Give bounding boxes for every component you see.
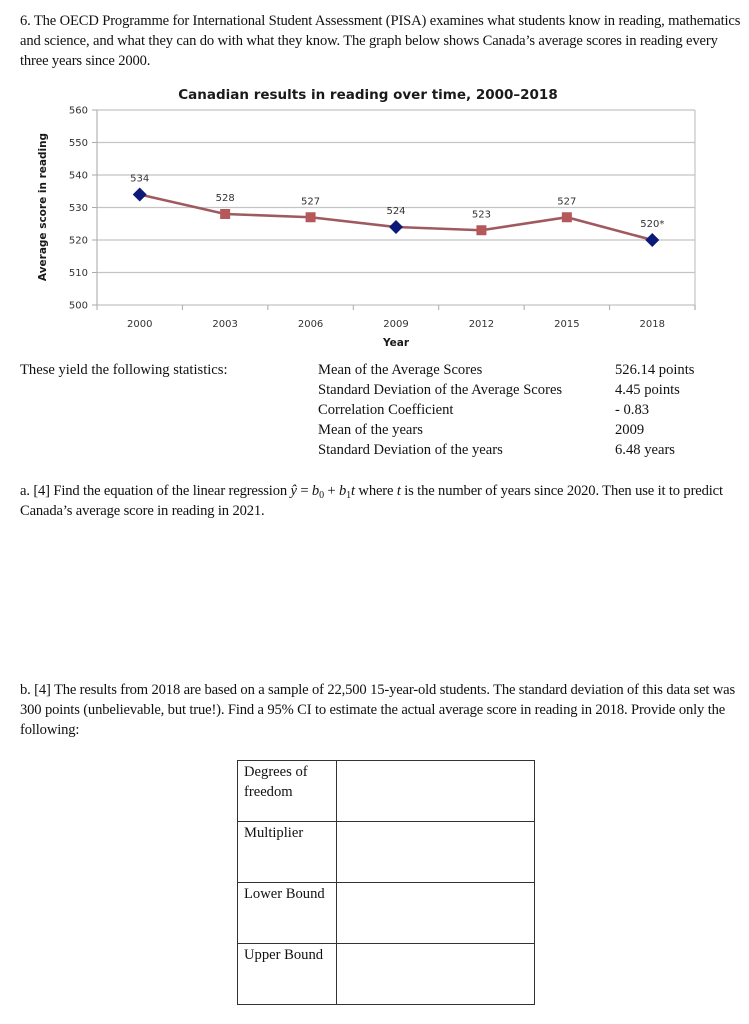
stat-label: Standard Deviation of the Average Scores [318, 382, 563, 398]
answer-row-degrees-of-freedom [238, 761, 535, 822]
x-tick-label: 2015 [554, 319, 580, 330]
answer-row-multiplier [238, 822, 535, 883]
data-label: 524 [386, 206, 406, 217]
y-tick-label: 510 [68, 268, 88, 279]
y-tick-label: 530 [68, 203, 88, 214]
statistics-lead: These yield the following statistics: [20, 362, 228, 378]
data-label: 520* [640, 219, 665, 230]
eq-t: t [351, 483, 355, 499]
x-tick-label: 2018 [639, 319, 666, 330]
square-marker [562, 212, 572, 222]
stat-value: 2009 [615, 422, 645, 438]
x-tick-label: 2000 [126, 319, 153, 330]
answer-label: Degrees of freedom [238, 761, 337, 822]
eq-sub0: 0 [319, 490, 324, 501]
answer-cell-lower-bound[interactable] [337, 883, 535, 944]
chart-x-axis-label: Year [382, 337, 410, 349]
stat-row-mean-scores [318, 360, 735, 380]
answer-label: Multiplier [238, 822, 337, 883]
answer-row-lower-bound [238, 883, 535, 944]
stat-value: 6.48 years [615, 442, 675, 458]
diamond-marker [389, 220, 403, 234]
x-tick-label: 2009 [383, 319, 409, 330]
stat-value: - 0.83 [615, 402, 650, 418]
square-marker [476, 225, 486, 235]
answer-cell-multiplier[interactable] [337, 822, 535, 883]
data-label: 534 [130, 173, 150, 185]
square-marker [220, 209, 230, 219]
x-tick-label: 2003 [212, 319, 238, 330]
answer-label: Lower Bound [238, 883, 337, 944]
stat-row-sd-scores [318, 380, 735, 400]
chart-series [130, 174, 664, 248]
eq-b0: b [311, 483, 320, 499]
diamond-marker [645, 233, 659, 247]
question-intro: 6. The OECD Programme for International Student Assessment (PISA) examines what students know in reading, mathematics and science, and what they can do with what they know. The graph below shows Canada’s average scores in reading every three years since 2000. [20, 13, 741, 69]
answer-table [237, 760, 535, 1005]
data-label: 523 [471, 209, 491, 221]
eq-yhat: ŷ [290, 483, 297, 499]
stat-row-sd-years [318, 440, 735, 460]
eq-equals: = [296, 483, 312, 499]
line-chart-svg [0, 80, 749, 355]
part-a-prefix: a. [4] Find the equation of the linear regression [20, 483, 291, 499]
data-label: 528 [215, 193, 235, 204]
part-a-mid: where [354, 483, 397, 499]
answer-row-upper-bound [238, 944, 535, 1005]
stat-label: Mean of the years [318, 422, 423, 438]
stat-label: Correlation Coefficient [318, 402, 454, 418]
answer-cell-degrees-of-freedom[interactable] [337, 761, 535, 822]
stat-label: Mean of the Average Scores [318, 362, 483, 378]
diamond-marker [133, 188, 147, 202]
stat-label: Standard Deviation of the years [318, 442, 503, 458]
eq-b1: b [339, 483, 347, 499]
y-tick-label: 560 [68, 105, 88, 117]
y-tick-label: 540 [68, 170, 88, 182]
chart-x-ticks [97, 305, 695, 330]
answer-cell-upper-bound[interactable] [337, 944, 535, 1005]
data-label: 527 [557, 196, 577, 208]
part-a-question [20, 481, 745, 521]
square-marker [306, 212, 316, 222]
eq-plus: + [323, 483, 340, 499]
data-label: 527 [301, 196, 321, 208]
x-tick-label: 2006 [297, 319, 324, 330]
var-t: t [396, 483, 401, 499]
y-tick-label: 500 [68, 300, 88, 312]
chart-y-ticks [69, 106, 97, 312]
reading-scores-chart [0, 80, 749, 355]
stat-value: 526.14 points [615, 362, 695, 378]
eq-sub1: 1 [346, 490, 352, 501]
chart-title: Canadian results in reading over time, 2000–2018 [178, 87, 558, 103]
part-a-suffix: is the number of years since 2020. Then use it to predict Canada’s average score in reading in 2021. [20, 483, 723, 519]
stat-row-correlation [318, 400, 735, 420]
y-tick-label: 550 [68, 138, 88, 149]
answer-label: Upper Bound [238, 944, 337, 1005]
chart-y-axis-label: Average score in reading [37, 132, 49, 282]
x-tick-label: 2012 [468, 319, 495, 330]
y-tick-label: 520 [68, 235, 88, 247]
stat-row-mean-years [318, 420, 735, 440]
stat-value: 4.45 points [615, 382, 680, 398]
statistics-table [318, 360, 735, 460]
part-b-question: b. [4] The results from 2018 are based on a sample of 22,500 15-year-old students. The standard deviation of this data set was 300 points (unbelievable, but true!). Find a 95% CI to estimate the actual average score in reading in 2018. Provide only the following: [20, 682, 736, 738]
